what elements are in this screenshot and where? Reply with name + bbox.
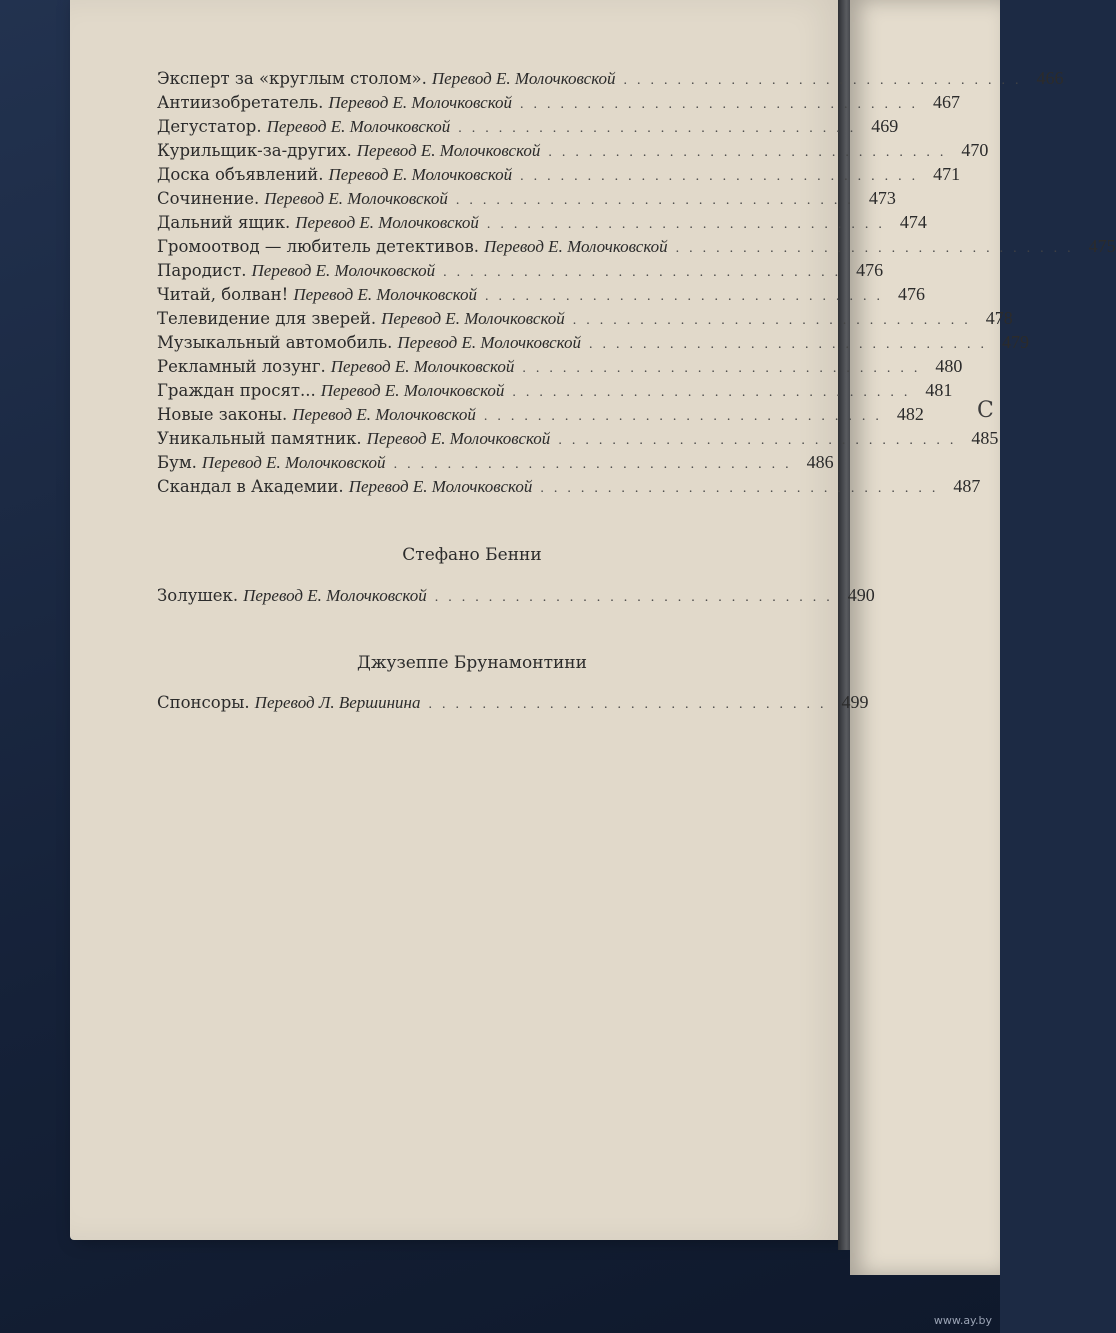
leader-dots: .............................. <box>434 590 840 605</box>
toc-entry-page: 470 <box>961 140 989 160</box>
toc-entry-title: Антиизобретатель. <box>157 93 324 112</box>
toc-entry-title: Пародист. <box>157 261 247 280</box>
toc-entry-title: Граждан просят... <box>157 381 316 400</box>
toc-entry-title: Дальний ящик. <box>157 213 291 232</box>
leader-dots: .............................. <box>484 289 890 304</box>
toc-entry-translation: Перевод Е. Молочковской <box>397 333 581 352</box>
leader-dots: .............................. <box>393 457 799 472</box>
toc-entry-translation: Перевод Е. Молочковской <box>251 261 436 280</box>
toc-entry-translation: Перевод Е. Молочковской <box>243 586 427 605</box>
toc-entry <box>157 114 899 138</box>
toc-entry-title: Спонсоры. <box>157 693 250 712</box>
toc-entry-title: Золушек. <box>157 586 239 605</box>
toc-entry <box>157 186 896 210</box>
leader-dots: .............................. <box>558 433 964 448</box>
toc-entry <box>157 402 924 426</box>
toc-entry-title: Эксперт за «круглым столом». <box>157 69 427 88</box>
toc-entry-translation: Перевод Л. Вершинина <box>254 693 421 712</box>
toc-entry-page: 471 <box>933 164 961 184</box>
toc-entry-page: 473 <box>868 188 896 208</box>
toc-entry-title: Громоотвод — любитель детективов. <box>157 237 480 256</box>
toc-entry-translation: Перевод Е. Молочковской <box>328 165 513 184</box>
leader-dots: .............................. <box>520 97 926 112</box>
toc-entry <box>157 210 927 234</box>
toc-entry-translation: Перевод Е. Молочковской <box>295 213 479 232</box>
toc-entry <box>157 138 989 162</box>
toc-entry <box>157 258 884 282</box>
toc-entry <box>157 330 1029 354</box>
toc-entry-translation: Перевод Е. Молочковской <box>266 117 451 136</box>
toc-entry-page: 478 <box>985 308 1013 328</box>
toc-entry-page: 479 <box>1001 332 1029 352</box>
leader-dots: .............................. <box>458 121 864 136</box>
toc-entry-translation: Перевод Е. Молочковской <box>348 477 533 496</box>
leader-dots: .............................. <box>486 217 892 232</box>
toc-entry-page: 485 <box>971 428 999 448</box>
toc-entry <box>157 90 961 114</box>
toc-entry <box>157 162 961 186</box>
toc-entry-title: Новые законы. <box>157 405 288 424</box>
toc-entry-translation: Перевод Е. Молочковской <box>292 405 476 424</box>
right-page-letter: С <box>977 398 994 423</box>
leader-dots: .............................. <box>512 385 918 400</box>
toc-entry-title: Музыкальный автомобиль. <box>157 333 393 352</box>
leader-dots: .............................. <box>623 73 1029 88</box>
toc-entry <box>157 354 963 378</box>
toc-entry-title: Скандал в Академии. <box>157 477 344 496</box>
leader-dots: .............................. <box>428 697 834 712</box>
toc-entry-page: 474 <box>899 212 927 232</box>
leader-dots: .............................. <box>540 481 946 496</box>
toc-entry-translation: Перевод Е. Молочковской <box>330 357 515 376</box>
leader-dots: .............................. <box>483 409 889 424</box>
toc-entry-page: 480 <box>935 356 963 376</box>
toc-entry <box>157 282 925 306</box>
leader-dots: .............................. <box>548 145 954 160</box>
toc-entry <box>157 474 981 498</box>
toc-entry <box>157 690 869 714</box>
toc-entry-title: Бум. <box>157 453 197 472</box>
toc-entry-page: 487 <box>953 476 981 496</box>
toc-entry-page: 475 <box>1088 236 1116 256</box>
author-heading: Стефано Бенни <box>402 545 542 565</box>
toc-entry <box>157 66 1064 90</box>
leader-dots: .............................. <box>443 265 849 280</box>
toc-entry-translation: Перевод Е. Молочковской <box>264 189 448 208</box>
toc-entry <box>157 378 953 402</box>
toc-entry-title: Дегустатор. <box>157 117 262 136</box>
toc-entry-page: 499 <box>841 692 869 712</box>
toc-entry-translation: Перевод Е. Молочковской <box>431 69 616 88</box>
toc-entry-page: 481 <box>925 380 953 400</box>
toc-entry-title: Телевидение для зверей. <box>157 309 377 328</box>
leader-dots: .............................. <box>572 313 978 328</box>
toc-entry-page: 466 <box>1036 68 1064 88</box>
toc-entry-title: Рекламный лозунг. <box>157 357 326 376</box>
toc-entry-translation: Перевод Е. Молочковской <box>356 141 541 160</box>
leader-dots: .............................. <box>588 337 994 352</box>
toc-entry-page: 476 <box>856 260 884 280</box>
toc-entry-page: 490 <box>847 585 875 605</box>
toc-entry <box>157 234 1116 258</box>
toc-entry-page: 469 <box>871 116 899 136</box>
author-heading: Джузеппе Брунамонтини <box>357 653 587 673</box>
toc-entry-translation: Перевод Е. Молочковской <box>320 381 505 400</box>
toc-entry-page: 482 <box>896 404 924 424</box>
toc-entry-translation: Перевод Е. Молочковской <box>484 237 668 256</box>
toc-entry-title: Уникальный памятник. <box>157 429 362 448</box>
leader-dots: .............................. <box>522 361 928 376</box>
toc-entry-title: Читай, болван! <box>157 285 289 304</box>
toc-entry-translation: Перевод Е. Молочковской <box>293 285 477 304</box>
leader-dots: .............................. <box>455 193 861 208</box>
leader-dots: .............................. <box>675 241 1081 256</box>
watermark: www.ay.by <box>933 1314 992 1327</box>
toc-entry-translation: Перевод Е. Молочковской <box>328 93 513 112</box>
toc-entry-page: 476 <box>897 284 925 304</box>
toc-entry <box>157 583 875 607</box>
toc-entry-title: Сочинение. <box>157 189 260 208</box>
toc-entry-page: 467 <box>933 92 961 112</box>
toc-entry-translation: Перевод Е. Молочковской <box>201 453 386 472</box>
toc-entry-title: Доска объявлений. <box>157 165 324 184</box>
toc-entry-translation: Перевод Е. Молочковской <box>381 309 565 328</box>
toc-entry-title: Курильщик-за-других. <box>157 141 352 160</box>
toc-entry <box>157 426 999 450</box>
toc-entry <box>157 450 834 474</box>
leader-dots: .............................. <box>520 169 926 184</box>
toc-entry <box>157 306 1013 330</box>
toc-entry-page: 486 <box>806 452 834 472</box>
toc-entry-translation: Перевод Е. Молочковской <box>366 429 551 448</box>
